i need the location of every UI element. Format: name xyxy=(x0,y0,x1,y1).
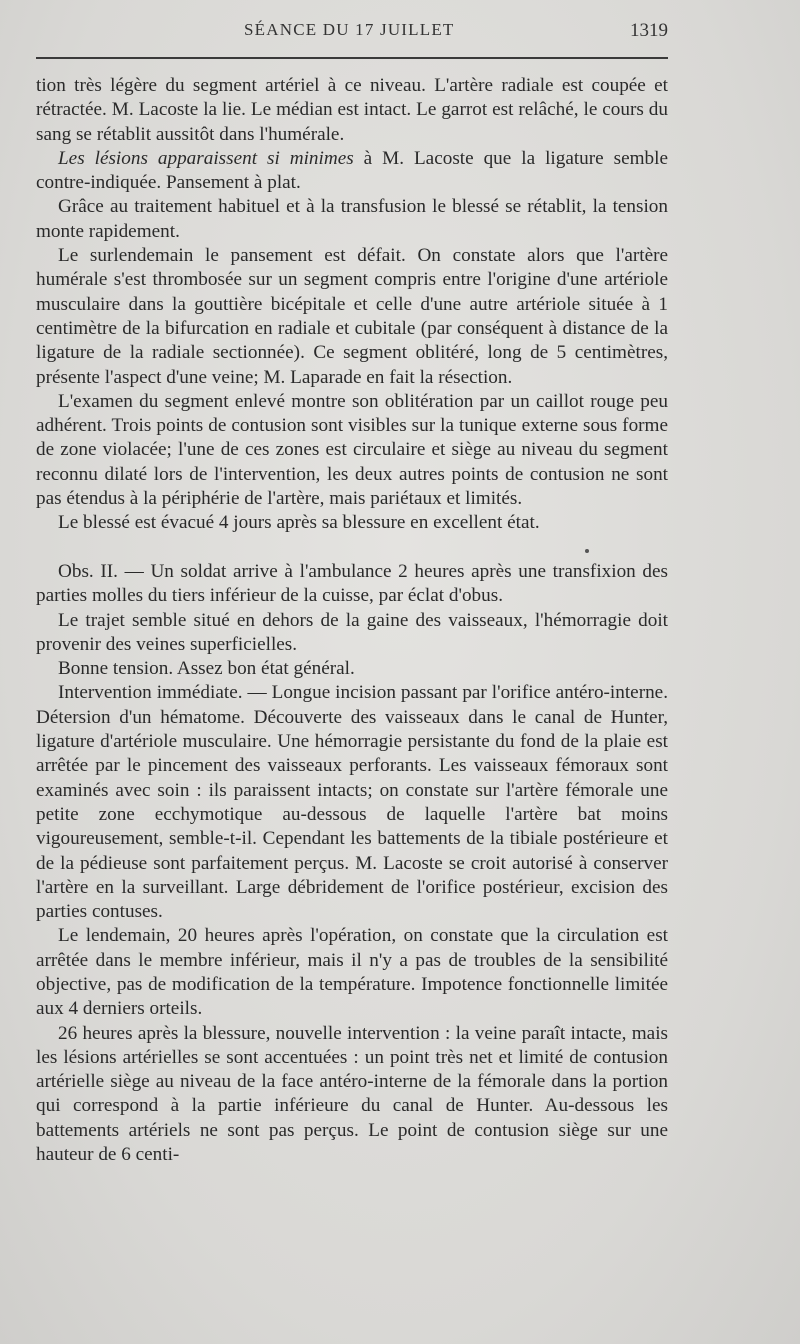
paragraph: Le blessé est évacué 4 jours après sa blessure en excellent état. xyxy=(58,512,540,534)
paragraph: L'examen du segment enlevé montre son oblitération par un caillot rouge peu adhérent. Trois points de contusion sont visibles sur la tunique externe sous forme de zone violacée; l'une de ces zones est circulaire et siège au niveau du segment reconnu dilaté lors de l'intervention, les deux autres points de contusion ne sont pas étendus à la périphérie de l'artère, mais pariétaux et limités. xyxy=(36,390,668,510)
observation-label: Obs. II. xyxy=(58,560,118,582)
paragraph: Intervention immédiate. — Longue incision passant par l'orifice antéro-interne. Détersion d'un hématome. Découverte des vaisseaux dans le canal de Hunter, ligature d'artériole musculaire. Une hémorragie persistante du fond de la plaie est arrêtée par le pincement des vaisseaux perforants. Les vaisseaux fémoraux sont examinés avec soin : ils paraissent intacts; on constate sur l'artère fémorale une petite zone ecchymotique au-dessous de laquelle l'artère bat moins vigoureusement, semble-t-il. Cependant les battements de la tibiale postérieure et de la pédieuse sont parfaitement perçus. M. Lacoste se croit autorisé à conserver l'artère en la surveillant. Large débridement de l'orifice postérieur, excision des parties contuses. xyxy=(36,682,668,923)
paragraph: Le lendemain, 20 heures après l'opération, on constate que la circulation est arrêtée dans le membre inférieur, mais il n'y a pas de troubles de la sensibilité objective, pas de modification de la température. Impotence fonctionnelle limitée aux 4 derniers orteils. xyxy=(36,925,668,1020)
section-dot xyxy=(36,536,668,560)
observation-paragraph xyxy=(36,560,668,609)
paragraph: Bonne tension. Assez bon état général. xyxy=(58,658,355,680)
body-text xyxy=(36,74,668,1167)
running-head: SÉANCE DU 17 JUILLET xyxy=(244,20,455,39)
paragraph xyxy=(36,147,668,196)
paragraph: Grâce au traitement habituel et à la transfusion le blessé se rétablit, la tension monte rapidement. xyxy=(36,196,668,242)
page-number: 1319 xyxy=(630,20,668,41)
paragraph: Le trajet semble situé en dehors de la gaine des vaisseaux, l'hémorragie doit provenir des veines superficielles. xyxy=(36,609,668,655)
page-header xyxy=(36,18,668,48)
paragraph: Le surlendemain le pansement est défait. On constate alors que l'artère humérale s'est thrombosée sur un segment compris entre l'origine d'une artériole musculaire dans la gouttière bicépitale et celle d'une autre artériole située à 1 centimètre de la bifurcation en radiale et cubitale (par conséquent à distance de la ligature de la radiale sectionnée). Ce segment oblitéré, long de 5 centimètres, présente l'aspect d'une veine; M. Laparade en fait la résection. xyxy=(36,245,668,388)
header-rule xyxy=(36,57,668,59)
paragraph-rest: à M. Lacoste que la ligature semble contre-indiquée. Pansement à plat. xyxy=(36,147,668,194)
observation-text: — Un soldat arrive à l'ambulance 2 heures après une transfixion des parties molles du tiers inférieur de la cuisse, par éclat d'obus. xyxy=(36,560,668,607)
italic-lead: Les lésions apparaissent si minimes xyxy=(58,147,354,169)
paragraph: 26 heures après la blessure, nouvelle intervention : la veine paraît intacte, mais les lésions artérielles se sont accentuées : un point très net et limité de contusion artérielle siège au niveau de la face antéro-interne de la fémorale dans la portion qui correspond à la partie inférieure du canal de Hunter. Au-dessous les battements artériels ne sont pas perçus. Le point de contusion siège sur une hauteur de 6 centi- xyxy=(36,1022,668,1166)
paragraph: tion très légère du segment artériel à ce niveau. L'artère radiale est coupée et rétractée. M. Lacoste la lie. Le médian est intact. Le garrot est relâché, le cours du sang se rétablit aussitôt dans l'humérale. xyxy=(36,75,668,145)
